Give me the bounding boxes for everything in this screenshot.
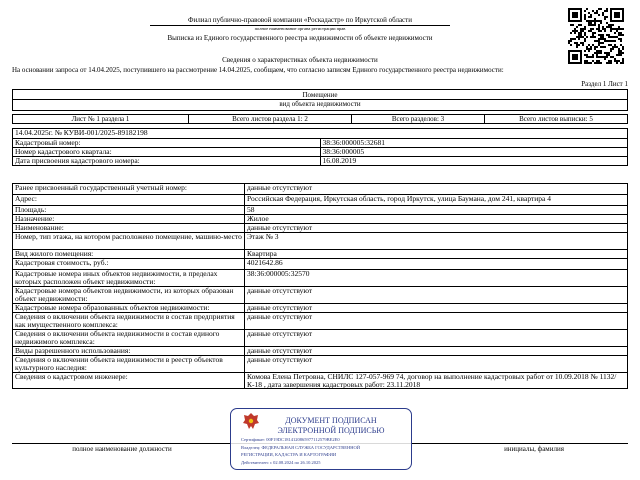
field-value: Жилое bbox=[245, 215, 628, 224]
field-label: Сведения о кадастровом инженере: bbox=[13, 373, 245, 389]
table-row bbox=[13, 373, 628, 389]
field-label: Кадастровый номер: bbox=[13, 139, 321, 148]
table-row bbox=[13, 259, 628, 270]
field-value: 4021642.86 bbox=[245, 259, 628, 270]
field-value: Комова Елена Петровна, СНИЛС 127-057-969 74, договор на выполнение кадастровых работ от 10.09.2018 № 1132/К-18 , дата завершения кадастровых работ: 23.11.2018 bbox=[245, 373, 628, 389]
field-label: Сведения о включении объекта недвижимости в реестр объектов культурного наследия: bbox=[13, 356, 245, 373]
stamp-validity: Действителен: с 02.08.2024 по 26.10.2025 bbox=[241, 460, 321, 465]
field-value: Этаж № 3 bbox=[245, 233, 628, 250]
doc-number-row bbox=[13, 129, 628, 139]
object-type: Помещение bbox=[302, 91, 338, 99]
table-row bbox=[13, 195, 628, 206]
field-value: данные отсутствуют bbox=[245, 347, 628, 356]
field-value: 38:36:000005 bbox=[320, 148, 628, 157]
table-row bbox=[13, 330, 628, 347]
table-row bbox=[13, 356, 628, 373]
table-row bbox=[13, 206, 628, 215]
field-label: Ранее присвоенный государственный учетный номер: bbox=[13, 184, 245, 195]
table-row bbox=[13, 139, 628, 148]
field-value: данные отсутствуют bbox=[245, 356, 628, 373]
intro-text: На основании запроса от 14.04.2025, поступившего на рассмотрение 14.04.2025, сообщаем, что согласно записям Единого государственного реестра недвижимости: bbox=[12, 66, 504, 74]
table-row bbox=[13, 224, 628, 233]
org-caption: полное наименование органа регистрации прав bbox=[254, 26, 346, 31]
table-row bbox=[13, 304, 628, 313]
qr-code bbox=[568, 8, 624, 64]
field-label: Вид жилого помещения: bbox=[13, 250, 245, 259]
page-label: Раздел 1 Лист 1 bbox=[581, 80, 628, 88]
total-sections: Всего разделов: 3 bbox=[391, 115, 445, 123]
table-row bbox=[13, 313, 628, 330]
sheet-number: Лист № 1 раздела 1 bbox=[71, 115, 130, 123]
field-value: данные отсутствуют bbox=[245, 304, 628, 313]
table-row bbox=[13, 233, 628, 250]
document-title: Выписка из Единого государственного реестра недвижимости об объекте недвижимости bbox=[167, 34, 433, 42]
field-label: Виды разрешенного использования: bbox=[13, 347, 245, 356]
object-type-caption: вид объекта недвижимости bbox=[279, 100, 361, 108]
doc-number: 14.04.2025г. № КУВИ-001/2025-89182198 bbox=[13, 129, 628, 139]
signature-position-label: полное наименование должности bbox=[72, 445, 172, 453]
field-label: Кадастровые номера иных объектов недвижимости, в пределах которых расположен объект недвижимости: bbox=[13, 270, 245, 287]
field-label: Сведения о включении объекта недвижимости в состав предприятия как имущественного комплекса: bbox=[13, 313, 245, 330]
table-row bbox=[13, 250, 628, 259]
field-label: Номер, тип этажа, на котором расположено помещение, машино-место bbox=[13, 233, 245, 250]
field-value: данные отсутствуют bbox=[245, 313, 628, 330]
field-value: данные отсутствуют bbox=[245, 184, 628, 195]
emblem-icon bbox=[241, 411, 261, 431]
field-label: Адрес: bbox=[13, 195, 245, 206]
field-label: Номер кадастрового квартала: bbox=[13, 148, 321, 157]
section-title: Сведения о характеристиках объекта недвижимости bbox=[222, 56, 378, 64]
details-table bbox=[12, 183, 628, 389]
table-row bbox=[13, 215, 628, 224]
total-sheets: Всего листов выписки: 5 bbox=[519, 115, 593, 123]
ids-table bbox=[12, 128, 628, 166]
object-type-box bbox=[12, 89, 628, 111]
stamp-owner-line2: РЕГИСТРАЦИИ, КАДАСТРА И КАРТОГРАФИИ bbox=[241, 452, 337, 457]
field-value: 38:36:000005:32570 bbox=[245, 270, 628, 287]
table-row bbox=[13, 157, 628, 166]
field-value: 58 bbox=[245, 206, 628, 215]
field-label: Кадастровые номера объектов недвижимости, из которых образован объект недвижимости: bbox=[13, 287, 245, 304]
stamp-owner: Владелец: ФЕДЕРАЛЬНАЯ СЛУЖБА ГОСУДАРСТВЕННОЙ bbox=[241, 445, 361, 450]
electronic-signature-stamp bbox=[230, 408, 412, 470]
signature-name-label: инициалы, фамилия bbox=[504, 445, 564, 453]
field-value: 38:36:000005:32681 bbox=[320, 139, 628, 148]
table-row bbox=[13, 287, 628, 304]
field-label: Кадастровые номера образованных объектов недвижимости: bbox=[13, 304, 245, 313]
field-label: Дата присвоения кадастрового номера: bbox=[13, 157, 321, 166]
field-label: Сведения о включении объекта недвижимости в состав единого недвижимого комплекса: bbox=[13, 330, 245, 347]
field-label: Кадастровая стоимость, руб.: bbox=[13, 259, 245, 270]
table-row bbox=[13, 347, 628, 356]
field-label: Наименование: bbox=[13, 224, 245, 233]
field-label: Назначение: bbox=[13, 215, 245, 224]
sheets-in-section: Всего листов раздела 1: 2 bbox=[232, 115, 308, 123]
field-value: данные отсутствуют bbox=[245, 330, 628, 347]
field-value: данные отсутствуют bbox=[245, 287, 628, 304]
field-label: Площадь: bbox=[13, 206, 245, 215]
sheet-info-row bbox=[12, 114, 628, 124]
field-value: 16.08.2019 bbox=[320, 157, 628, 166]
stamp-certificate: Сертификат: 00F19DC1814120865977112579BE2E0 bbox=[241, 437, 340, 442]
field-value: данные отсутствуют bbox=[245, 224, 628, 233]
field-value: Квартира bbox=[245, 250, 628, 259]
table-row bbox=[13, 270, 628, 287]
table-row bbox=[13, 148, 628, 157]
stamp-title: ДОКУМЕНТ ПОДПИСАН bbox=[285, 416, 377, 425]
stamp-subtitle: ЭЛЕКТРОННОЙ ПОДПИСЬЮ bbox=[277, 426, 385, 435]
org-name: Филиал публично-правовой компании «Роскадастр» по Иркутской области bbox=[188, 16, 412, 24]
table-row bbox=[13, 184, 628, 195]
field-value: Российская Федерация, Иркутская область, город Иркутск, улица Баумана, дом 241, квартира 4 bbox=[245, 195, 628, 206]
